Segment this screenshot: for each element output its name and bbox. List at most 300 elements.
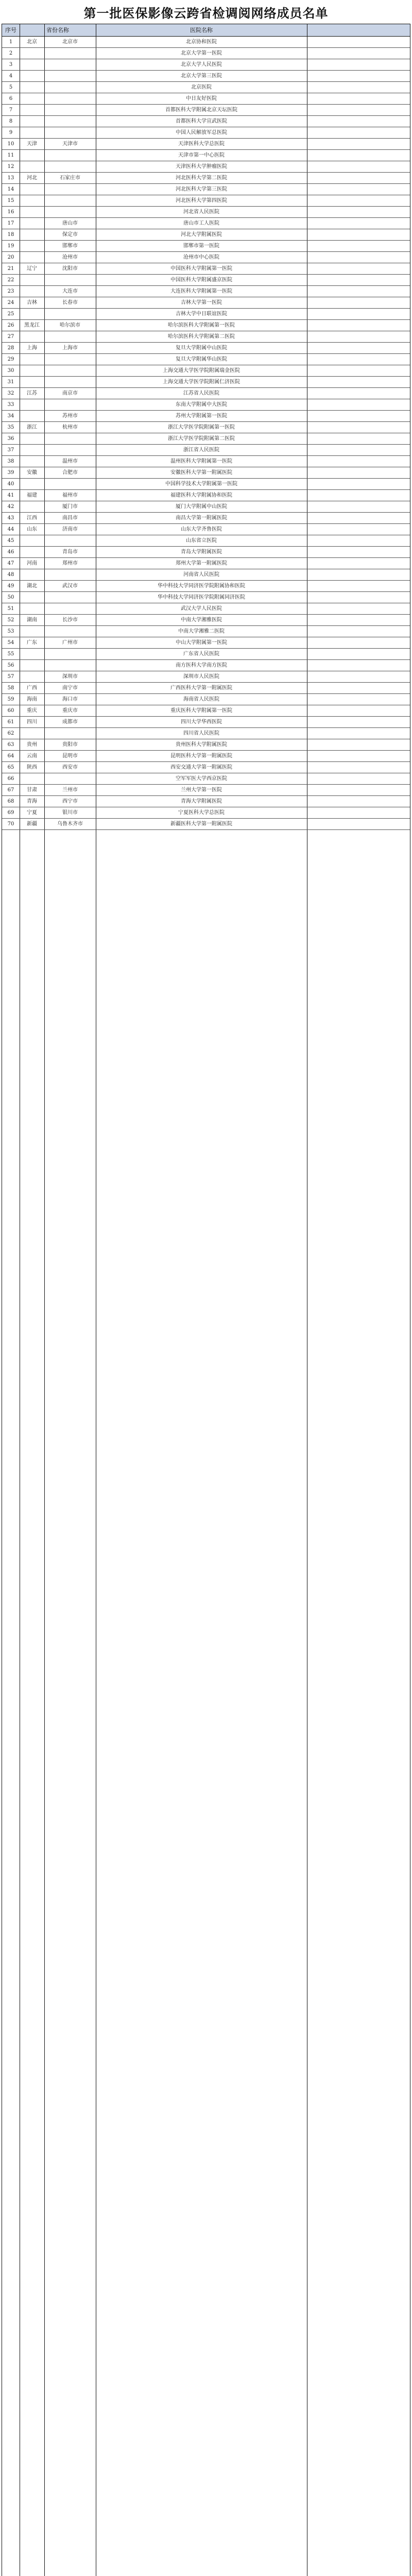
header-province: 省份名称	[20, 24, 96, 36]
table-row	[2, 705, 410, 717]
row-province	[20, 127, 44, 139]
row-city	[44, 728, 96, 739]
row-city: 银川市	[62, 810, 78, 816]
row-province	[20, 433, 44, 445]
row-seq: 27	[7, 334, 14, 340]
table-row	[2, 354, 410, 365]
row-seq: 23	[7, 289, 14, 294]
row-seq: 9	[9, 130, 13, 135]
row-seq: 22	[7, 277, 14, 283]
row-city	[44, 773, 96, 785]
table-row	[2, 660, 410, 671]
row-province	[20, 354, 44, 365]
row-hospital: 兰州大学第一医院	[181, 787, 222, 793]
row-hospital: 西安交通大学第一附属医院	[170, 765, 232, 770]
row-province	[20, 411, 44, 422]
row-province	[20, 365, 44, 377]
row-seq: 54	[7, 640, 14, 646]
table-row	[2, 71, 410, 82]
table-row	[2, 309, 410, 320]
row-hospital: 重庆医科大学附属第一医院	[170, 708, 232, 714]
row-city: 温州市	[62, 459, 78, 464]
table-row	[2, 513, 410, 524]
row-hospital: 上海交通大学医学院附属瑞金医院	[163, 368, 240, 374]
row-province	[20, 660, 44, 671]
row-hospital: 北京医院	[191, 84, 212, 90]
row-city	[44, 433, 96, 445]
row-city: 西安市	[62, 765, 78, 770]
row-seq: 55	[7, 651, 14, 657]
row-hospital: 华中科技大学同济医学院附属同济医院	[158, 595, 245, 600]
row-hospital: 浙江大学医学院附属第一医院	[168, 425, 235, 430]
row-province: 甘肃	[27, 787, 37, 793]
row-province	[20, 728, 44, 739]
row-province	[20, 399, 44, 411]
row-seq: 49	[7, 583, 14, 589]
row-hospital: 武汉大学人民医院	[181, 606, 222, 612]
row-province	[20, 241, 44, 252]
table-row	[2, 819, 410, 830]
row-province	[20, 331, 44, 343]
table-row	[2, 762, 410, 773]
row-city: 天津市	[62, 141, 78, 147]
row-province	[20, 569, 44, 581]
row-seq: 48	[7, 572, 14, 578]
row-seq: 3	[9, 62, 13, 67]
row-province: 天津	[27, 141, 37, 147]
row-province: 宁夏	[27, 810, 37, 816]
row-hospital: 中国医科大学附属第一医院	[170, 266, 232, 272]
row-city	[44, 195, 96, 207]
row-seq: 6	[9, 96, 13, 101]
row-seq: 69	[7, 810, 14, 816]
table-row	[2, 490, 410, 501]
table-row	[2, 195, 410, 207]
row-seq: 24	[7, 300, 14, 306]
table-row	[2, 59, 410, 71]
row-province	[20, 286, 44, 297]
table-row	[2, 581, 410, 592]
row-city: 深圳市	[62, 674, 78, 680]
row-seq: 32	[7, 391, 14, 396]
row-city: 青岛市	[62, 549, 78, 555]
row-province	[20, 275, 44, 286]
row-seq: 20	[7, 255, 14, 260]
row-seq: 11	[7, 152, 14, 158]
table-row	[2, 377, 410, 388]
row-city: 长沙市	[62, 617, 78, 623]
row-hospital: 福建医科大学附属协和医院	[170, 493, 232, 498]
row-city: 武汉市	[62, 583, 78, 589]
row-hospital: 复旦大学附属华山医院	[176, 357, 227, 362]
row-city: 兰州市	[62, 787, 78, 793]
row-province: 广西	[27, 685, 37, 691]
row-seq: 38	[7, 459, 14, 464]
row-seq: 52	[7, 617, 14, 623]
row-city: 南宁市	[62, 685, 78, 691]
table-row	[2, 263, 410, 275]
table-row	[2, 637, 410, 649]
row-hospital: 苏州大学附属第一医院	[176, 413, 227, 419]
row-hospital: 山东大学齐鲁医院	[181, 527, 222, 532]
row-seq: 64	[7, 753, 14, 759]
table-row	[2, 524, 410, 535]
row-hospital: 中日友好医院	[186, 96, 217, 101]
row-seq: 34	[7, 413, 14, 419]
row-province: 湖南	[27, 617, 37, 623]
table-row	[2, 399, 410, 411]
row-city	[44, 309, 96, 320]
row-seq: 43	[7, 515, 14, 521]
row-seq: 30	[7, 368, 14, 374]
row-city	[44, 365, 96, 377]
row-province: 海南	[27, 697, 37, 702]
row-province: 重庆	[27, 708, 37, 714]
header-hospital: 医院名称	[190, 27, 213, 33]
row-seq: 50	[7, 595, 14, 600]
row-city: 哈尔滨市	[60, 323, 80, 328]
row-city	[44, 569, 96, 581]
row-hospital: 天津医科大学总医院	[178, 141, 225, 147]
row-city: 保定市	[62, 232, 78, 238]
row-hospital: 邯郸市第一医院	[183, 243, 219, 249]
row-rule	[2, 829, 410, 830]
row-hospital: 北京大学第一医院	[181, 50, 222, 56]
row-province	[20, 445, 44, 456]
row-city: 重庆市	[62, 708, 78, 714]
row-city	[44, 479, 96, 490]
row-city: 沈阳市	[62, 266, 78, 272]
row-seq: 40	[7, 481, 14, 487]
row-seq: 63	[7, 742, 14, 748]
row-hospital: 贵州医科大学附属医院	[176, 742, 227, 748]
row-hospital: 四川大学华西医院	[181, 719, 222, 725]
row-city: 上海市	[62, 345, 78, 351]
row-hospital: 沧州市中心医院	[183, 255, 219, 260]
row-seq: 5	[9, 84, 13, 90]
row-province: 云南	[27, 753, 37, 759]
row-province	[20, 48, 44, 59]
row-seq: 58	[7, 685, 14, 691]
table-row	[2, 48, 410, 59]
row-seq: 8	[9, 118, 13, 124]
row-hospital: 浙江大学医学院附属第二医院	[168, 436, 235, 442]
row-hospital: 四川省人民医院	[183, 731, 219, 736]
row-city	[44, 592, 96, 603]
row-hospital: 中山大学附属第一医院	[176, 640, 227, 646]
header-seq: 序号	[2, 24, 20, 36]
row-hospital: 东南大学附属中大医院	[176, 402, 227, 408]
row-province	[20, 309, 44, 320]
row-province	[20, 592, 44, 603]
table-row	[2, 796, 410, 807]
row-province: 陕西	[27, 765, 37, 770]
row-hospital: 安徽医科大学第一附属医院	[170, 470, 232, 476]
table-row	[2, 218, 410, 229]
row-city	[44, 48, 96, 59]
table-row	[2, 456, 410, 467]
row-seq: 68	[7, 799, 14, 804]
row-hospital: 北京协和医院	[186, 39, 217, 45]
row-city: 郑州市	[62, 561, 78, 566]
row-seq: 37	[7, 447, 14, 453]
row-province: 山东	[27, 527, 37, 532]
document-title: 第一批医保影像云跨省检调阅网络成员名单	[83, 6, 329, 21]
row-city: 南京市	[62, 391, 78, 396]
row-city	[44, 331, 96, 343]
row-hospital: 广西医科大学第一附属医院	[170, 685, 232, 691]
row-province	[20, 603, 44, 615]
row-seq: 70	[7, 821, 14, 827]
row-city	[44, 377, 96, 388]
row-hospital: 昆明医科大学第一附属医院	[170, 753, 232, 759]
row-seq: 45	[7, 538, 14, 544]
table-row	[2, 116, 410, 127]
row-city: 昆明市	[62, 753, 78, 759]
row-seq: 18	[7, 232, 14, 238]
row-province: 青海	[27, 799, 37, 804]
row-seq: 16	[7, 209, 14, 215]
row-city	[44, 354, 96, 365]
row-seq: 67	[7, 787, 14, 793]
row-seq: 47	[7, 561, 14, 566]
row-seq: 66	[7, 776, 14, 782]
row-city	[44, 535, 96, 547]
table-row	[2, 501, 410, 513]
table-row	[2, 467, 410, 479]
row-province: 新疆	[27, 821, 37, 827]
table-row	[2, 785, 410, 796]
row-city	[44, 626, 96, 637]
row-city	[44, 603, 96, 615]
row-hospital: 厦门大学附属中山医院	[176, 504, 227, 510]
table-row	[2, 626, 410, 637]
row-seq: 65	[7, 765, 14, 770]
row-city: 海口市	[62, 697, 78, 702]
row-seq: 28	[7, 345, 14, 351]
row-hospital: 中国科学技术大学附属第一医院	[165, 481, 237, 487]
table-row	[2, 807, 410, 819]
row-hospital: 河北医科大学第三医院	[176, 187, 227, 192]
row-city: 贵阳市	[62, 742, 78, 748]
table-row	[2, 241, 410, 252]
row-province: 四川	[27, 719, 37, 725]
row-seq: 31	[7, 379, 14, 385]
table-row	[2, 37, 410, 48]
row-hospital: 南昌大学第一附属医院	[176, 515, 227, 521]
row-hospital: 海南省人民医院	[183, 697, 219, 702]
table-row	[2, 252, 410, 263]
table-row	[2, 184, 410, 195]
row-province	[20, 626, 44, 637]
row-hospital: 空军军医大学西京医院	[176, 776, 227, 782]
row-seq: 7	[9, 107, 13, 113]
row-city: 杭州市	[62, 425, 78, 430]
row-hospital: 北京大学第三医院	[181, 73, 222, 79]
row-city	[44, 93, 96, 105]
table-row	[2, 150, 410, 161]
table-row	[2, 683, 410, 694]
row-province	[20, 547, 44, 558]
row-city	[44, 71, 96, 82]
row-province: 江苏	[27, 391, 37, 396]
row-hospital: 江苏省人民医院	[183, 391, 219, 396]
row-province	[20, 252, 44, 263]
row-city: 济南市	[62, 527, 78, 532]
table-row	[2, 127, 410, 139]
row-seq: 59	[7, 697, 14, 702]
table-row	[2, 728, 410, 739]
row-province	[20, 671, 44, 683]
row-hospital: 南方医科大学南方医院	[176, 663, 227, 668]
table-row	[2, 694, 410, 705]
row-hospital: 吉林大学中日联谊医院	[176, 311, 227, 317]
row-city: 北京市	[62, 39, 78, 45]
table-row	[2, 105, 410, 116]
row-city	[44, 161, 96, 173]
row-province	[20, 71, 44, 82]
table-row	[2, 603, 410, 615]
row-seq: 60	[7, 708, 14, 714]
table-row	[2, 320, 410, 331]
table-row	[2, 773, 410, 785]
row-province: 吉林	[27, 300, 37, 306]
row-seq: 29	[7, 357, 14, 362]
row-seq: 12	[7, 164, 14, 170]
row-city	[44, 127, 96, 139]
table-row	[2, 717, 410, 728]
row-province	[20, 59, 44, 71]
row-hospital: 华中科技大学同济医学院附属协和医院	[158, 583, 245, 589]
row-seq: 61	[7, 719, 14, 725]
row-hospital: 广东省人民医院	[183, 651, 219, 657]
row-hospital: 深圳市人民医院	[183, 674, 219, 680]
row-hospital: 天津市第一中心医院	[178, 152, 225, 158]
row-seq: 10	[7, 141, 14, 147]
row-province	[20, 456, 44, 467]
row-hospital: 郑州大学第一附属医院	[176, 561, 227, 566]
row-province	[20, 649, 44, 660]
row-city: 乌鲁木齐市	[57, 821, 83, 827]
row-province	[20, 150, 44, 161]
row-province	[20, 501, 44, 513]
row-province	[20, 773, 44, 785]
row-city	[44, 82, 96, 93]
table-row	[2, 649, 410, 660]
row-hospital: 宁夏医科大学总医院	[178, 810, 225, 816]
table-row	[2, 173, 410, 184]
row-province: 广东	[27, 640, 37, 646]
row-city	[44, 399, 96, 411]
row-province	[20, 195, 44, 207]
row-city: 广州市	[62, 640, 78, 646]
table-header	[2, 24, 410, 37]
row-seq: 53	[7, 629, 14, 634]
row-city	[44, 150, 96, 161]
row-hospital: 青岛大学附属医院	[181, 549, 222, 555]
row-city: 沧州市	[62, 255, 78, 260]
row-city: 石家庄市	[60, 175, 80, 181]
row-city	[44, 207, 96, 218]
table-row	[2, 207, 410, 218]
row-province: 河南	[27, 561, 37, 566]
row-seq: 46	[7, 549, 14, 555]
table-row	[2, 739, 410, 751]
table-row	[2, 139, 410, 150]
table-row	[2, 558, 410, 569]
row-city: 长春市	[62, 300, 78, 306]
row-province	[20, 105, 44, 116]
table-row	[2, 592, 410, 603]
row-seq: 35	[7, 425, 14, 430]
row-hospital: 温州医科大学附属第一医院	[170, 459, 232, 464]
row-hospital: 北京大学人民医院	[181, 62, 222, 67]
row-seq: 19	[7, 243, 14, 249]
row-seq: 36	[7, 436, 14, 442]
row-province: 江西	[27, 515, 37, 521]
row-seq: 13	[7, 175, 14, 181]
row-seq: 26	[7, 323, 14, 328]
row-seq: 56	[7, 663, 14, 668]
row-city	[44, 105, 96, 116]
row-seq: 15	[7, 198, 14, 204]
row-province	[20, 218, 44, 229]
row-province	[20, 535, 44, 547]
row-city	[44, 445, 96, 456]
row-province	[20, 161, 44, 173]
row-city: 西宁市	[62, 799, 78, 804]
row-hospital: 大连医科大学附属第一医院	[170, 289, 232, 294]
row-city: 合肥市	[62, 470, 78, 476]
row-hospital: 中南大学湘雅医院	[181, 617, 222, 623]
row-city: 唐山市	[62, 221, 78, 226]
row-city: 苏州市	[62, 413, 78, 419]
row-seq: 44	[7, 527, 14, 532]
row-hospital: 河北大学附属医院	[181, 232, 222, 238]
row-hospital: 河南省人民医院	[183, 572, 219, 578]
member-table	[2, 24, 410, 2576]
row-hospital: 天津医科大学肿瘤医院	[176, 164, 227, 170]
row-hospital: 哈尔滨医科大学附属第一医院	[168, 323, 235, 328]
row-province: 河北	[27, 175, 37, 181]
table-row	[2, 411, 410, 422]
row-city	[44, 660, 96, 671]
row-hospital: 吉林大学第一医院	[181, 300, 222, 306]
row-province	[20, 207, 44, 218]
row-hospital: 上海交通大学医学院附属仁济医院	[163, 379, 240, 385]
row-province: 湖北	[27, 583, 37, 589]
row-hospital: 河北省人民医院	[183, 209, 219, 215]
row-province	[20, 377, 44, 388]
table-row	[2, 388, 410, 399]
table-row	[2, 93, 410, 105]
row-hospital: 中国人民解放军总医院	[176, 130, 227, 135]
table-row	[2, 671, 410, 683]
row-hospital: 复旦大学附属中山医院	[176, 345, 227, 351]
row-seq: 25	[7, 311, 14, 317]
row-province: 上海	[27, 345, 37, 351]
row-province: 黑龙江	[24, 323, 40, 328]
table-row	[2, 547, 410, 558]
row-seq: 2	[9, 50, 13, 56]
table-row	[2, 445, 410, 456]
row-province	[20, 116, 44, 127]
table-row	[2, 229, 410, 241]
row-province: 辽宁	[27, 266, 37, 272]
row-city	[44, 649, 96, 660]
table-row	[2, 365, 410, 377]
row-city: 大连市	[62, 289, 78, 294]
